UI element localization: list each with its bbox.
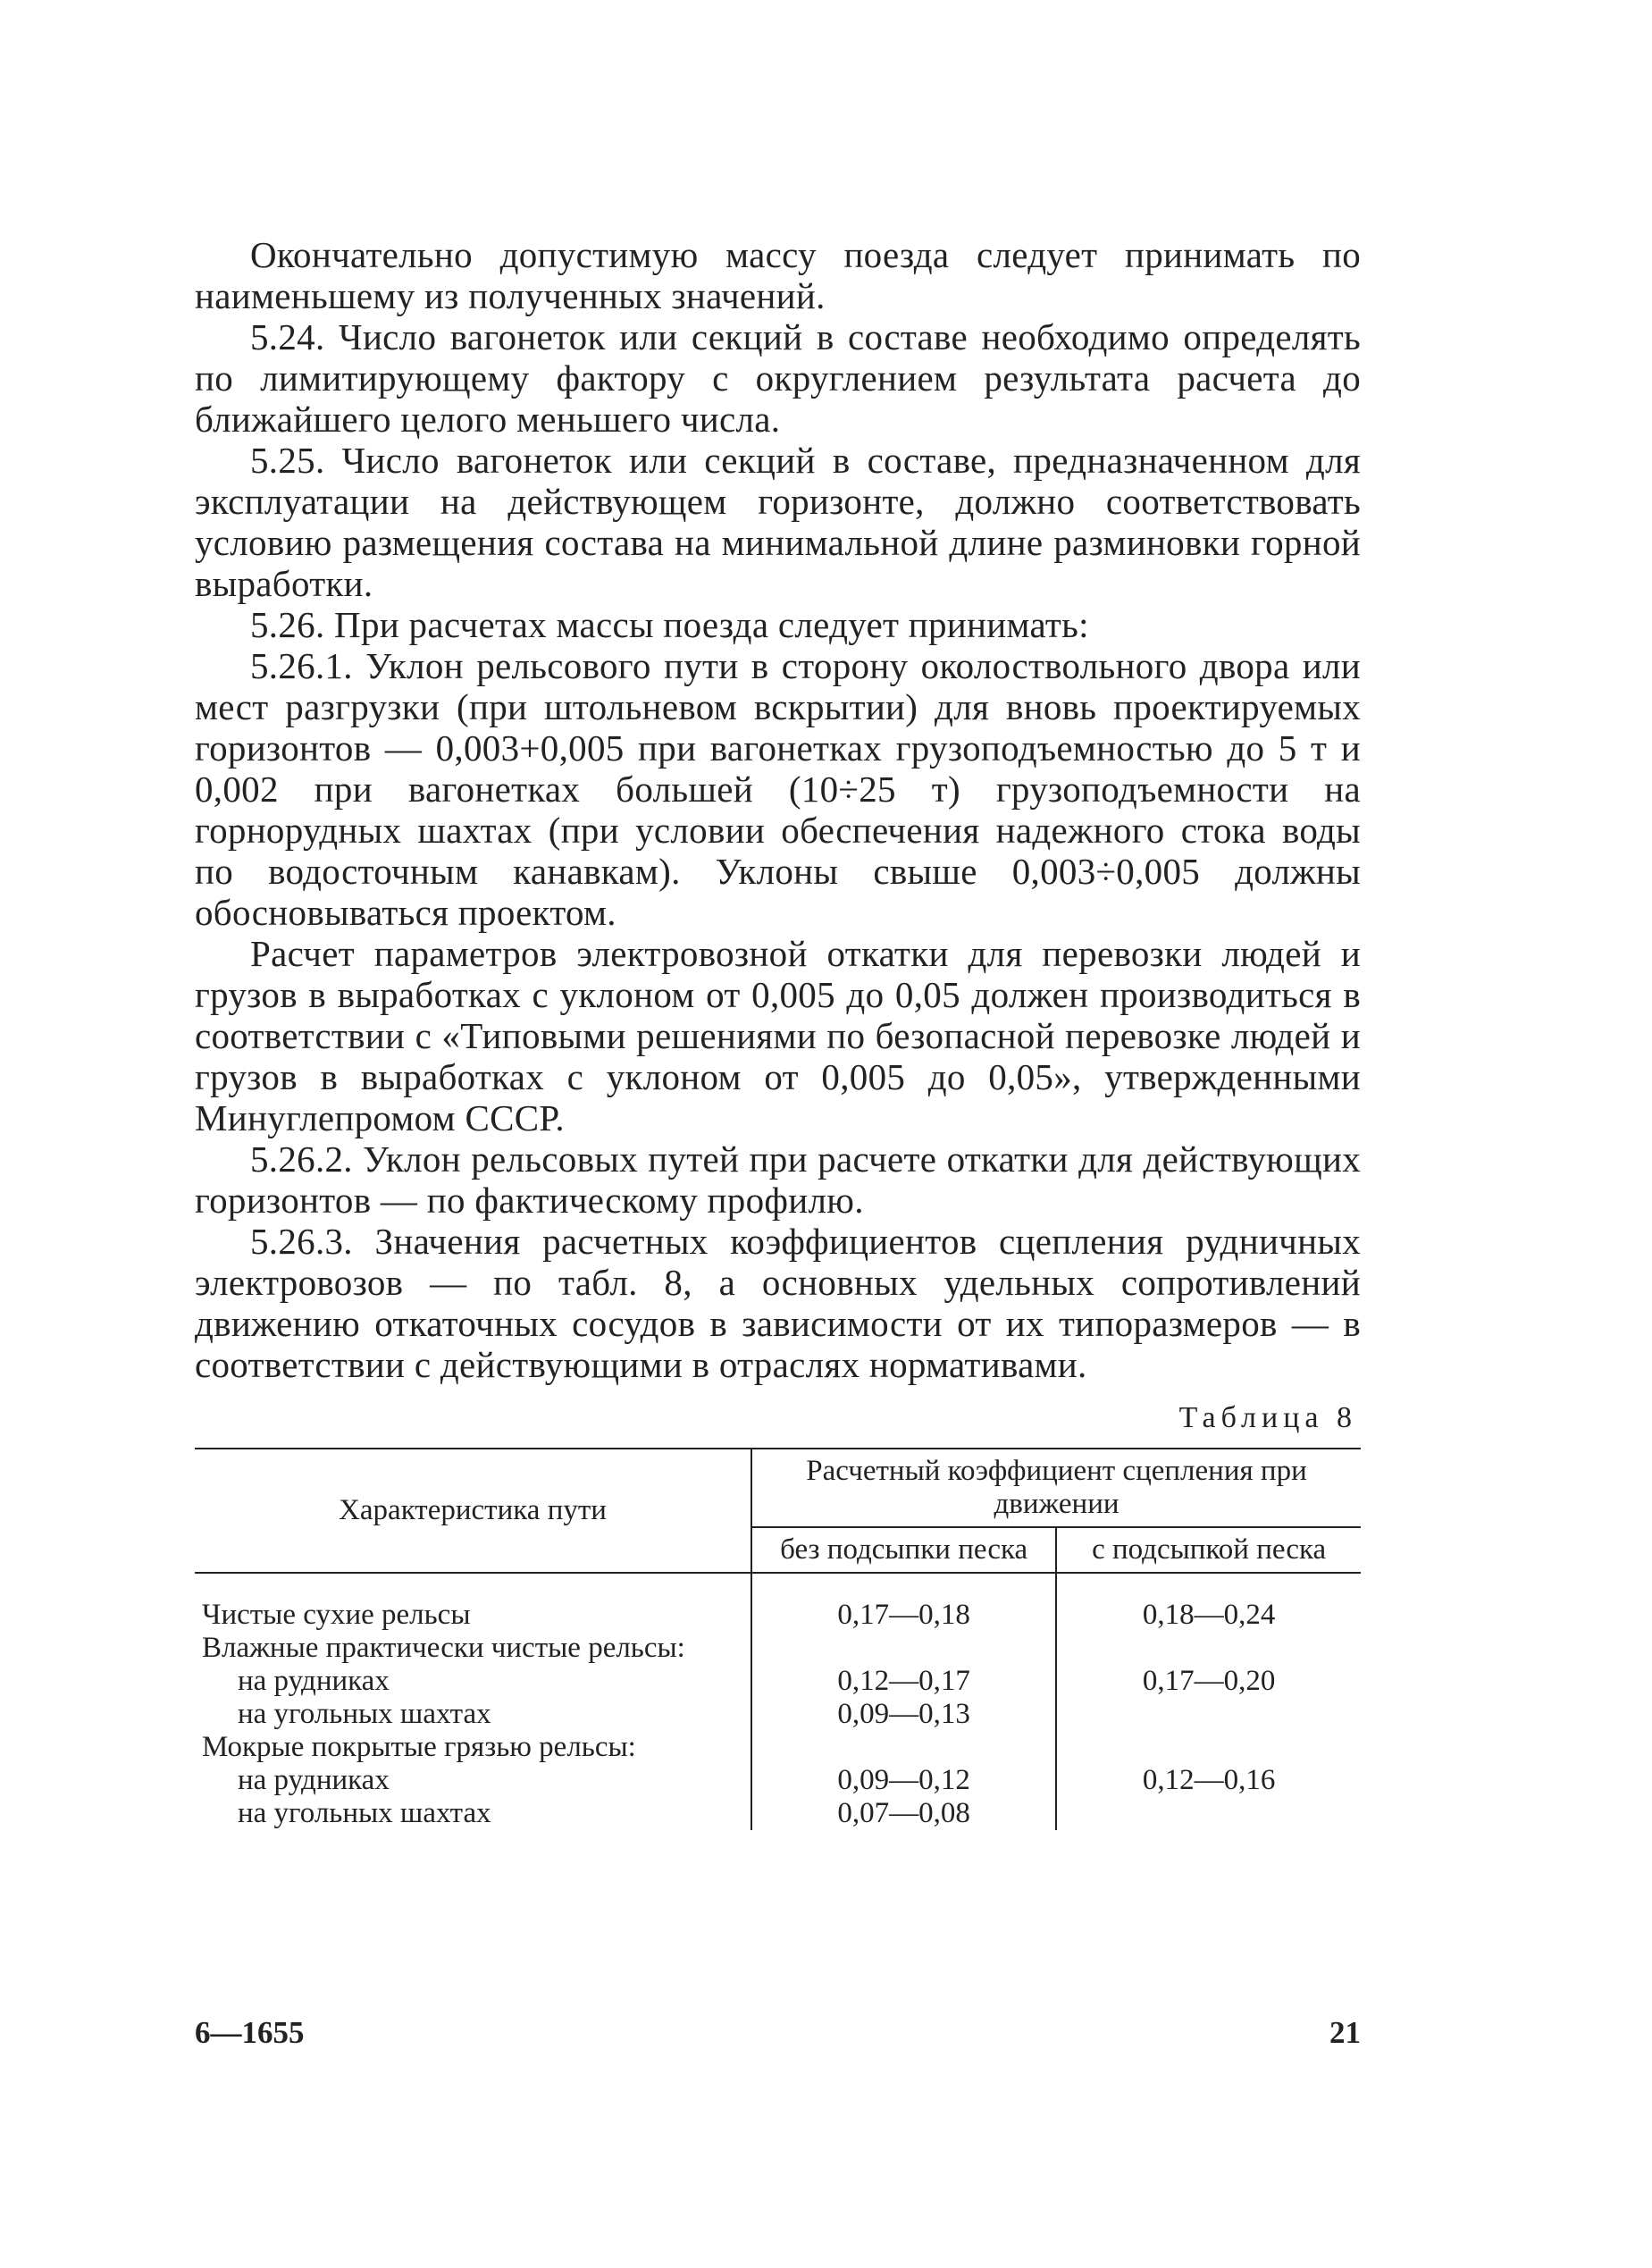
table-row xyxy=(195,1698,1361,1731)
table-row xyxy=(195,1573,1361,1632)
value-without-sand xyxy=(751,1731,1056,1764)
header-without-sand: без подсыпки песка xyxy=(751,1527,1056,1573)
document-page xyxy=(195,234,1361,1830)
page-footer xyxy=(195,2015,1361,2051)
table-row xyxy=(195,1797,1361,1830)
row-label: Чистые сухие рельсы xyxy=(195,1573,751,1632)
table-row xyxy=(195,1632,1361,1665)
table-row xyxy=(195,1764,1361,1797)
value-without-sand: 0,09—0,12 xyxy=(751,1764,1056,1797)
row-label: на угольных шахтах xyxy=(195,1797,751,1830)
paragraph-5-25: 5.25. Число вагонеток или секций в составе, предназначенном для эксплуатации на действующем горизонте, должно соответствовать условию размещения состава на минимальной длине разминовки горной выработки. xyxy=(195,440,1361,604)
table-caption: Таблица 8 xyxy=(1178,1401,1357,1434)
value-without-sand: 0,17—0,18 xyxy=(751,1573,1056,1632)
row-label: на рудниках xyxy=(195,1665,751,1698)
value-without-sand xyxy=(751,1632,1056,1665)
paragraph-5-24: 5.24. Число вагонеток или секций в составе необходимо определять по лимитирующему фактору с округлением результата расчета до ближайшего целого меньшего числа. xyxy=(195,316,1361,440)
page-number: 21 xyxy=(1329,2015,1361,2050)
paragraph-conclusion: Окончательно допустимую массу поезда следует принимать по наименьшему из полученных значений. xyxy=(195,234,1361,316)
value-with-sand: 0,18—0,24 xyxy=(1142,1599,1276,1631)
row-label: на рудниках xyxy=(195,1764,751,1797)
value-without-sand: 0,12—0,17 xyxy=(751,1665,1056,1698)
header-characteristic: Характеристика пути xyxy=(195,1449,751,1573)
paragraph-5-26-1: 5.26.1. Уклон рельсового пути в сторону околоствольного двора или мест разгрузки (при штольневом вскрытии) для вновь проектируемых горизонтов — 0,003+0,005 при вагонетках грузоподъемностью до 5 т и 0,002 при вагонетках большей (10÷25 т) грузоподъемности на горнорудных шахтах (при условии обеспечения надежного стока воды по водосточным канавкам). Уклоны свыше 0,003÷0,005 должны обосновываться проектом. xyxy=(195,645,1361,933)
value-with-sand: 0,17—0,20 xyxy=(1142,1665,1276,1697)
signature-mark: 6—1655 xyxy=(195,2015,305,2050)
value-with-sand xyxy=(1056,1797,1361,1830)
value-with-sand: 0,12—0,16 xyxy=(1142,1764,1276,1796)
value-without-sand: 0,07—0,08 xyxy=(751,1797,1056,1830)
value-with-sand xyxy=(1056,1632,1361,1665)
table-row xyxy=(195,1731,1361,1764)
row-label: на угольных шахтах xyxy=(195,1698,751,1731)
adhesion-coefficient-table xyxy=(195,1448,1361,1830)
paragraph-5-26-3: 5.26.3. Значения расчетных коэффициентов сцепления рудничных электровозов — по табл. 8, а основных удельных сопротивлений движению откаточных сосудов в зависимости от их типоразмеров — в соответствии с действующими в отраслях нормативами. xyxy=(195,1221,1361,1385)
value-without-sand: 0,09—0,13 xyxy=(751,1698,1056,1731)
header-coefficient: Расчетный коэффициент сцепления при движении xyxy=(751,1449,1361,1527)
row-label: Влажные практически чистые рельсы: xyxy=(195,1632,751,1665)
value-with-sand xyxy=(1056,1698,1361,1731)
value-with-sand xyxy=(1056,1731,1361,1764)
paragraph-5-26-2: 5.26.2. Уклон рельсовых путей при расчете откатки для действующих горизонтов — по фактическому профилю. xyxy=(195,1138,1361,1221)
header-with-sand: с подсыпкой песка xyxy=(1056,1527,1361,1573)
table-row xyxy=(195,1665,1361,1698)
paragraph-electric-haulage: Расчет параметров электровозной откатки для перевозки людей и грузов в выработках с уклоном от 0,005 до 0,05 должен производиться в соответствии с «Типовыми решениями по безопасной перевозке людей и грузов в выработках с уклоном от 0,005 до 0,05», утвержденными Минуглепромом СССР. xyxy=(195,933,1361,1138)
row-label: Мокрые покрытые грязью рельсы: xyxy=(195,1731,751,1764)
paragraph-5-26: 5.26. При расчетах массы поезда следует принимать: xyxy=(250,604,1089,645)
